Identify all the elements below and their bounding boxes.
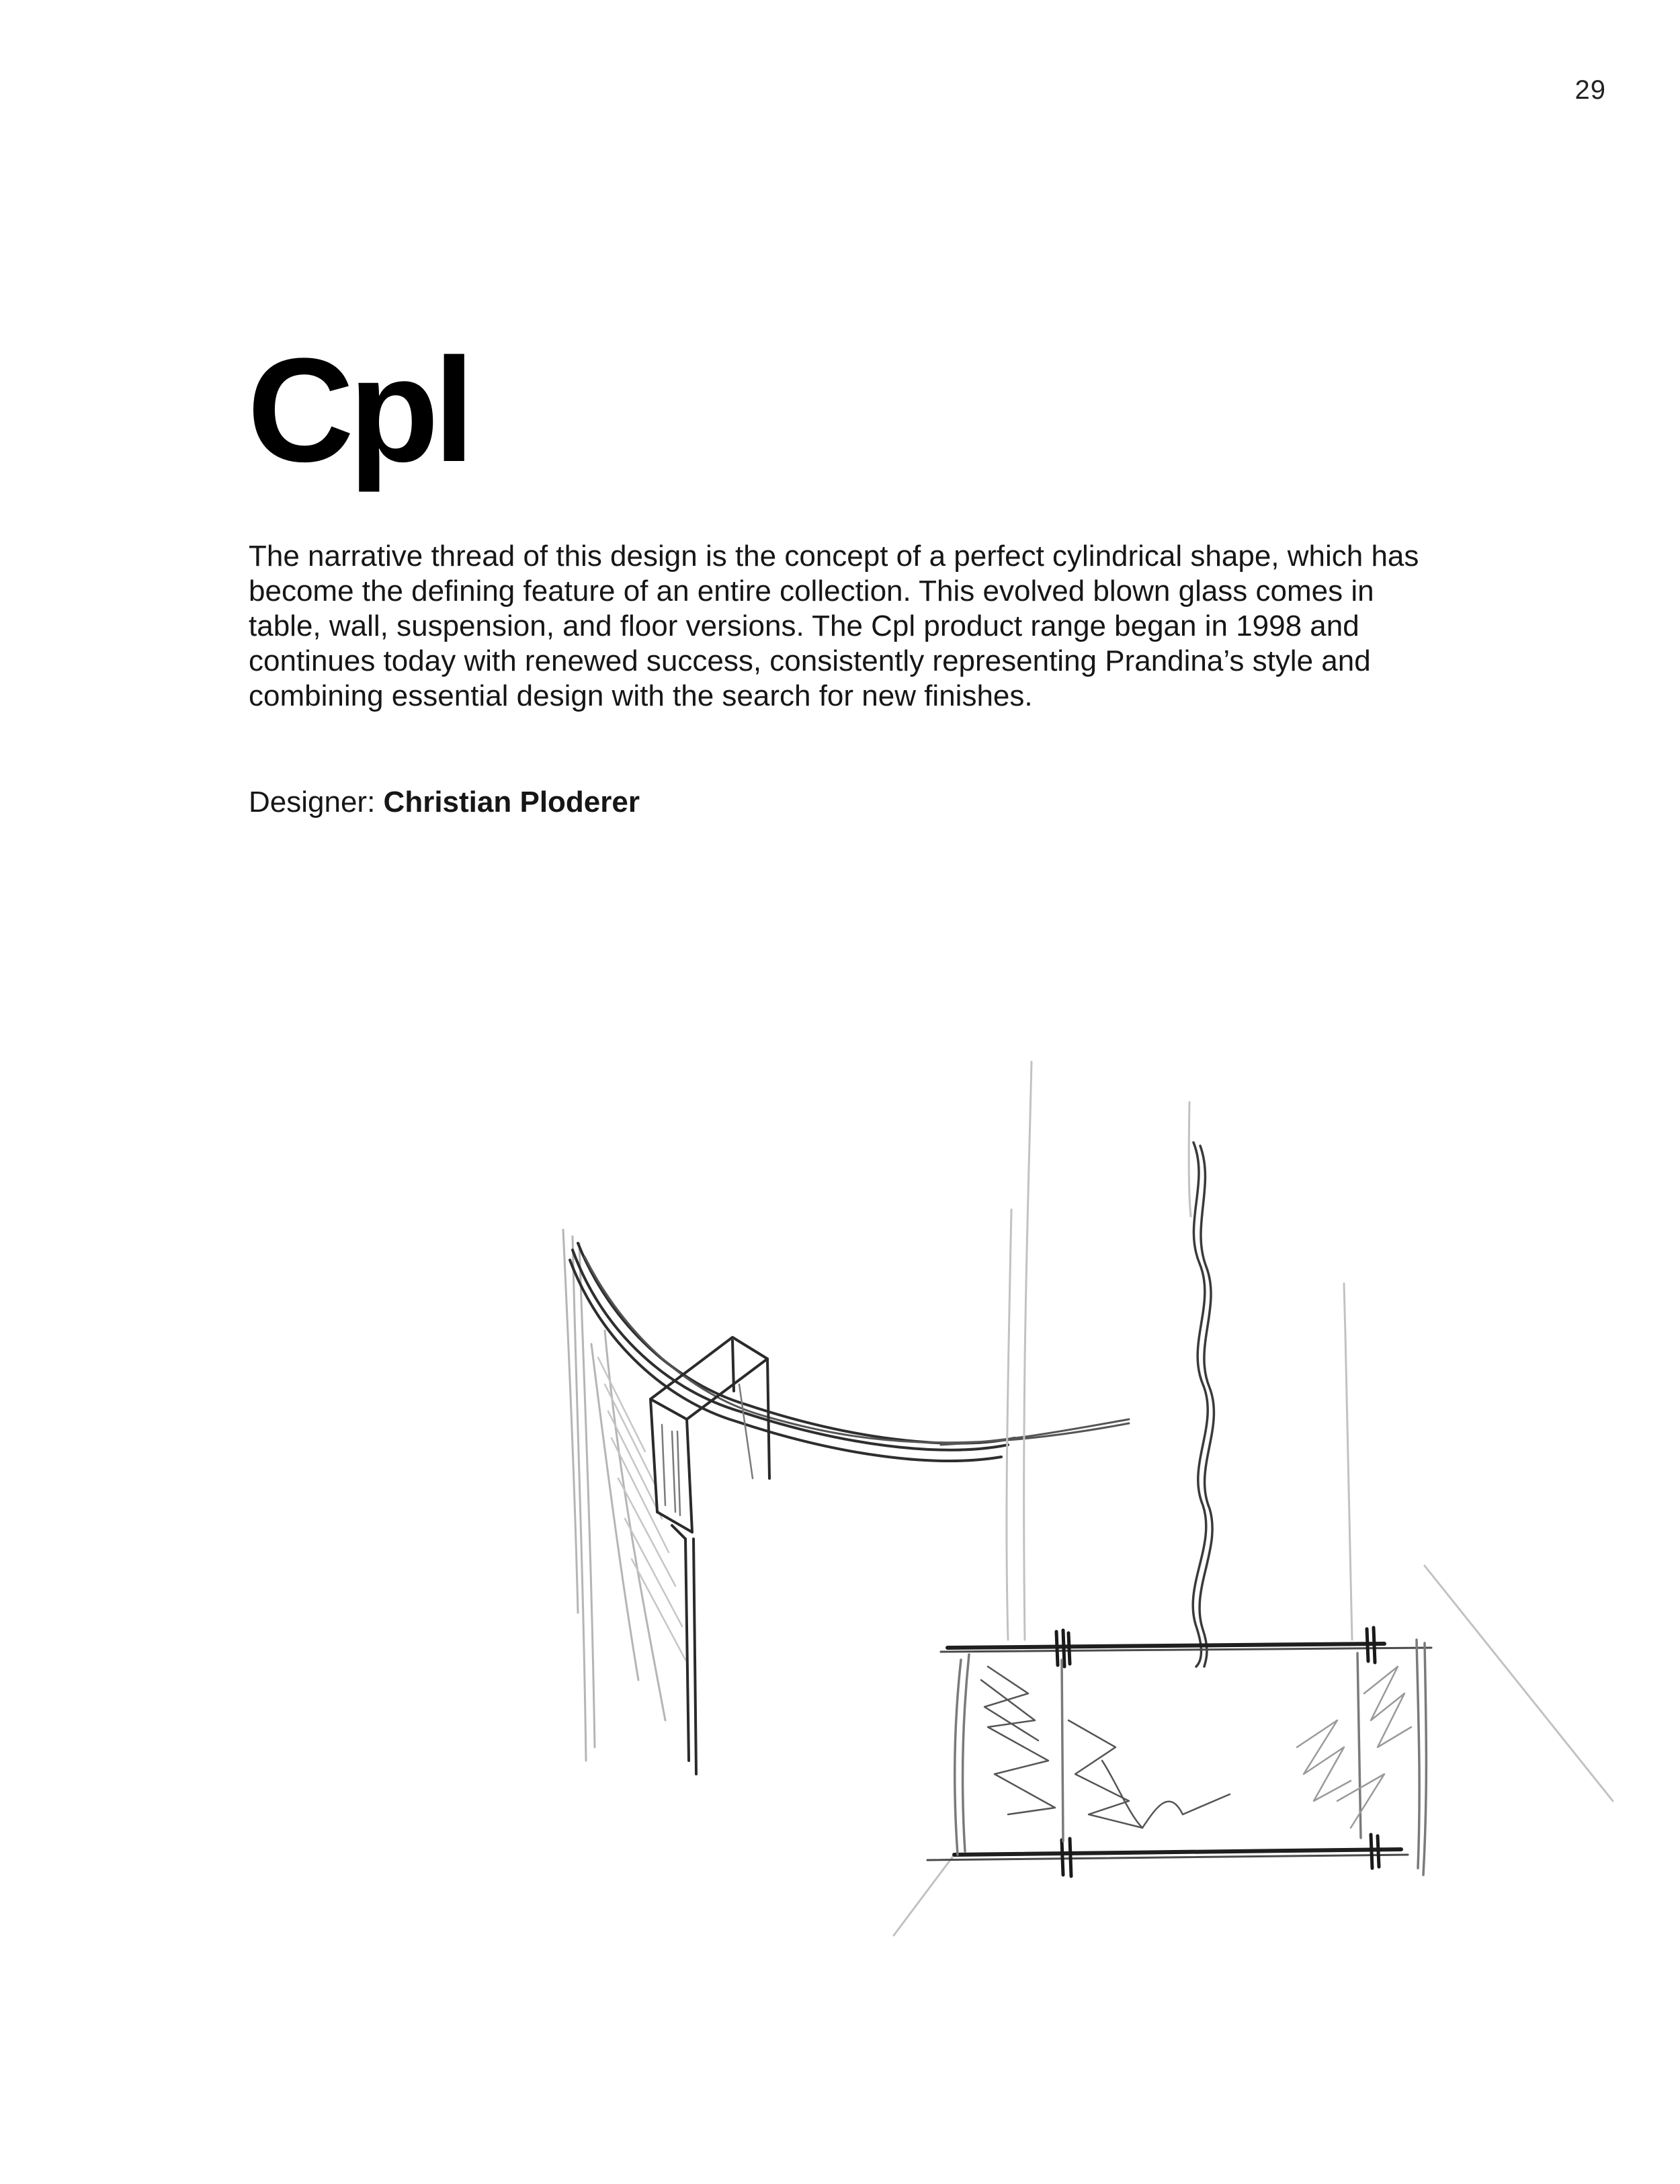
product-description: The narrative thread of this design is the concept of a perfect cylindrical shape, which has become the defining feature of an entire collection. This evolved blown glass comes in table, wall, suspension, and floor versions. The Cpl product range began in 1998 and continues today with renewed success, consistently representing Prandina’s style and combining essential design with the search for new finishes. (249, 540, 1419, 712)
designer-label: Designer: (249, 786, 376, 818)
page-number: 29 (1574, 75, 1606, 105)
product-title: Cpl (247, 327, 470, 493)
wall-lamp-sketch (563, 1230, 1129, 1774)
designer-credit (249, 785, 640, 820)
suspension-lamp-sketch (894, 1062, 1613, 1935)
designer-name: Christian Ploderer (383, 786, 640, 818)
